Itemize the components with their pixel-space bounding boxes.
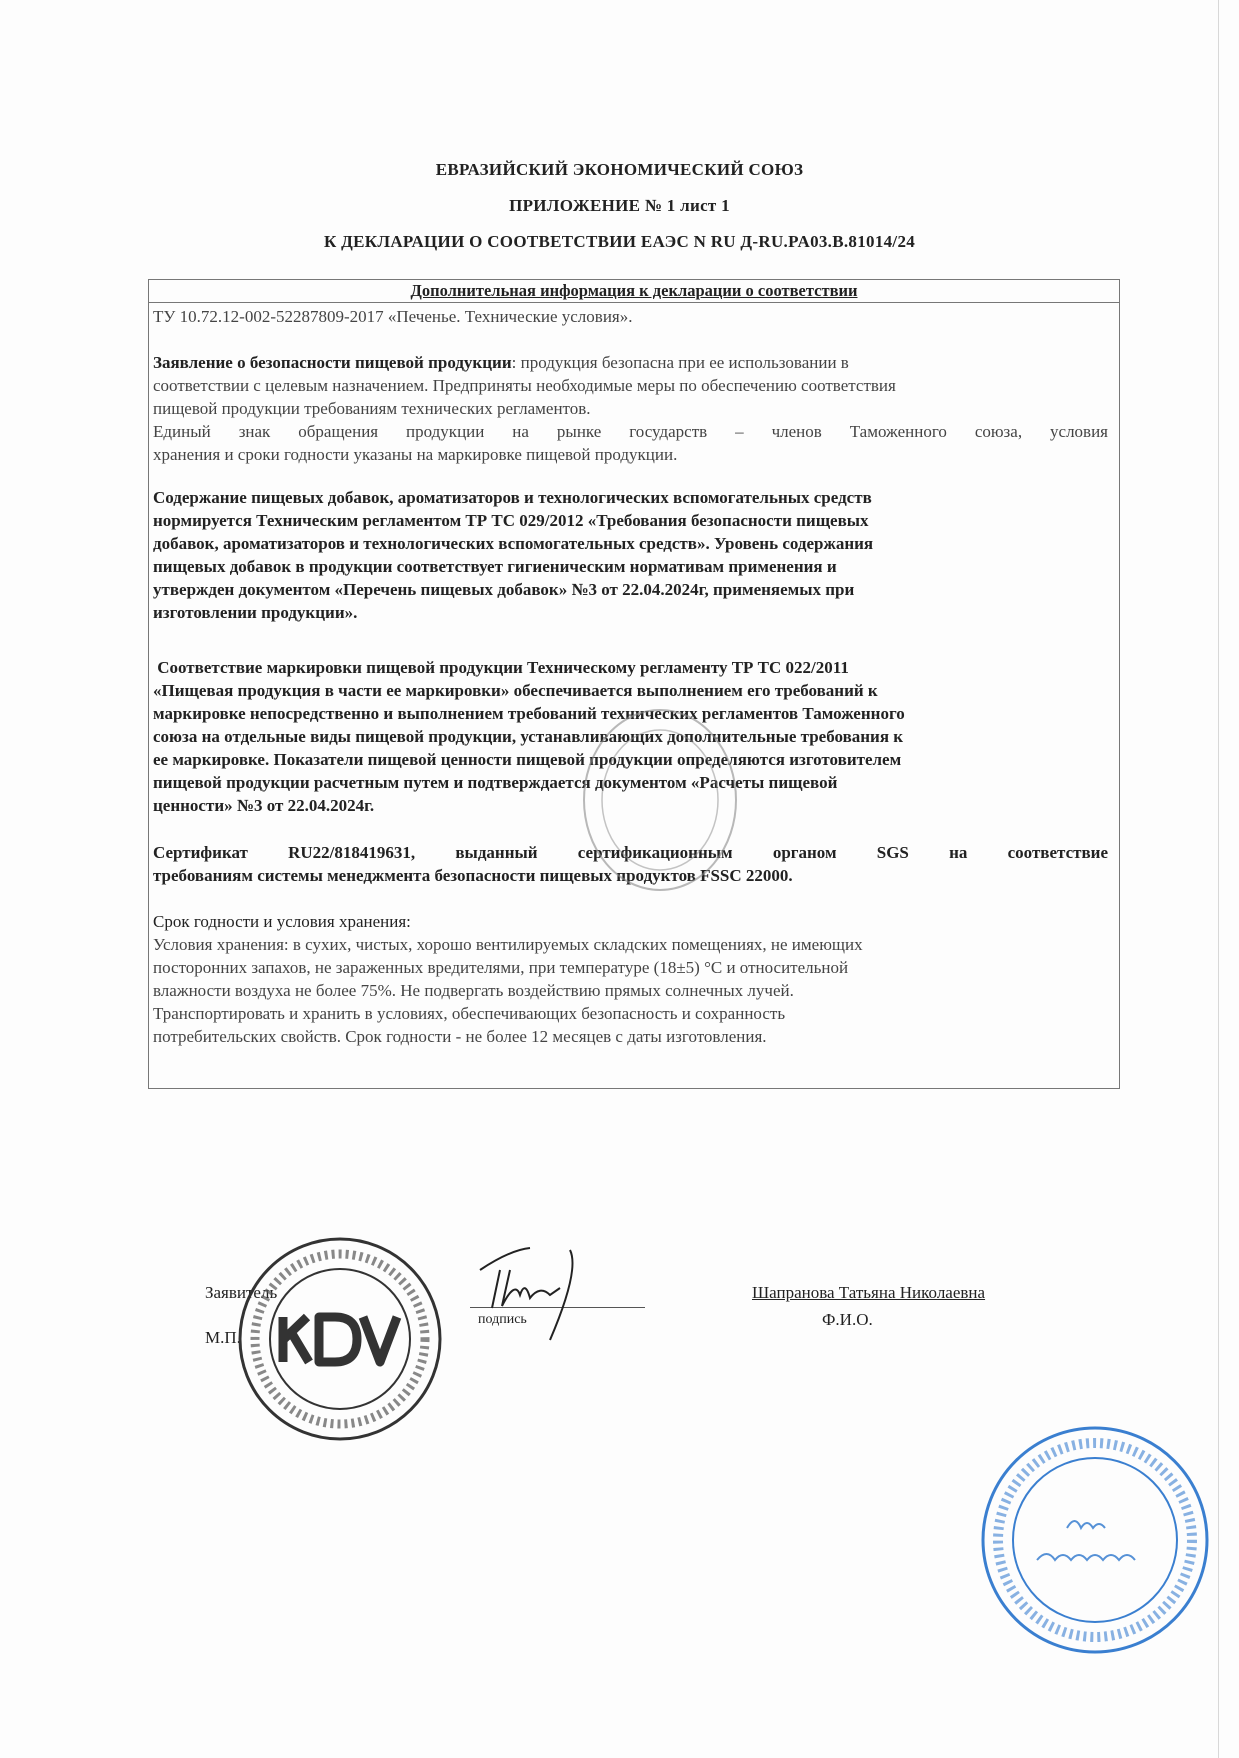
signature-label: подпись — [478, 1312, 527, 1327]
kdv-logo — [283, 1317, 397, 1362]
certificate-line: Сертификат RU22/818419631, выданный сертификационным органом SGS на соответствие — [153, 843, 1108, 862]
header-declaration: К ДЕКЛАРАЦИИ О СООТВЕТСТВИИ ЕАЭС N RU Д-RU.PA03.B.81014/24 — [323, 232, 916, 251]
additives-line: Содержание пищевых добавок, ароматизаторов и технологических вспомогательных средств — [153, 488, 872, 507]
labeling-line: Соответствие маркировки пищевой продукции Техническому регламенту ТР ТС 022/2011 — [153, 658, 849, 677]
labeling-line: маркировке непосредственно и выполнением требований технических регламентов Таможенного — [153, 704, 905, 723]
certificate-line: требованиям системы менеджмента безопасности пищевых продуктов FSSC 22000. — [153, 866, 793, 885]
storage-line: посторонних запахов, не зараженных вредителями, при температуре (18±5) °С и относительной — [153, 958, 849, 977]
labeling-line: союза на отдельные виды пищевой продукции, устанавливающих дополнительные требования к — [153, 727, 904, 746]
labeling-line: ценности» №3 от 22.04.2024г. — [153, 796, 375, 815]
storage-line: потребительских свойств. Срок годности - не более 12 месяцев с даты изготовления. — [153, 1027, 767, 1046]
additives-line: пищевых добавок в продукции соответствует гигиеническим нормативам применения и — [153, 557, 837, 576]
handwritten-signature — [470, 1240, 610, 1350]
labeling-line: «Пищевая продукция в части ее маркировки» обеспечивается выполнением его требований к — [153, 681, 878, 700]
additives-line: нормируется Техническим регламентом ТР ТС 029/2012 «Требования безопасности пищевых — [153, 511, 869, 530]
blue-stamp-center-script — [1037, 1521, 1135, 1560]
safety-line: хранения и сроки годности указаны на маркировке пищевой продукции. — [153, 445, 678, 464]
labeling-line: пищевой продукции расчетным путем и подтверждается документом «Расчеты пищевой — [153, 773, 838, 792]
storage-line: Транспортировать и хранить в условиях, обеспечивающих безопасность и сохранность — [153, 1004, 786, 1023]
info-box — [148, 279, 1120, 1089]
tu-line: ТУ 10.72.12-002-52287809-2017 «Печенье. Технические условия». — [153, 307, 633, 326]
safety-line: пищевой продукции требованиям технических регламентов. — [153, 399, 591, 418]
signer-name: Шапранова Татьяна Николаевна — [752, 1283, 986, 1302]
safety-line: соответствии с целевым назначением. Предприняты необходимые меры по обеспечению соответствия — [153, 376, 896, 395]
gray-company-stamp — [580, 705, 740, 895]
kdv-company-stamp — [235, 1232, 445, 1447]
blue-certificate-stamp — [975, 1420, 1215, 1660]
applicant-label: Заявитель — [205, 1283, 278, 1302]
safety-line — [153, 352, 1108, 374]
storage-line: влажности воздуха не более 75%. Не подвергать воздействию прямых солнечных лучей. — [153, 981, 794, 1000]
scan-edge — [1218, 0, 1219, 1758]
safety-line: Единый знак обращения продукции на рынке государств – членов Таможенного союза, условия — [153, 422, 1108, 441]
safety-text: : продукция безопасна при ее использовании в — [511, 353, 849, 372]
mp-label: М.П. — [205, 1328, 241, 1347]
labeling-line: ее маркировке. Показатели пищевой ценности пищевой продукции определяются изготовителем — [153, 750, 902, 769]
safety-lead: Заявление о безопасности пищевой продукции — [153, 353, 512, 372]
additives-line: изготовлении продукции». — [153, 603, 358, 622]
additives-line: добавок, ароматизаторов и технологических вспомогательных средств». Уровень содержания — [153, 534, 874, 553]
storage-line: Условия хранения: в сухих, чистых, хорошо вентилируемых складских помещениях, не имеющих — [153, 935, 863, 954]
header-union: ЕВРАЗИЙСКИЙ ЭКОНОМИЧЕСКИЙ СОЮЗ — [435, 160, 804, 179]
additives-line: утвержден документом «Перечень пищевых добавок» №3 от 22.04.2024г, применяемых при — [153, 580, 855, 599]
storage-title: Срок годности и условия хранения: — [153, 912, 411, 931]
info-box-heading: Дополнительная информация к декларации о соответствии — [149, 280, 1119, 303]
header-appendix: ПРИЛОЖЕНИЕ № 1 лист 1 — [509, 196, 730, 215]
fio-label: Ф.И.О. — [822, 1310, 873, 1329]
